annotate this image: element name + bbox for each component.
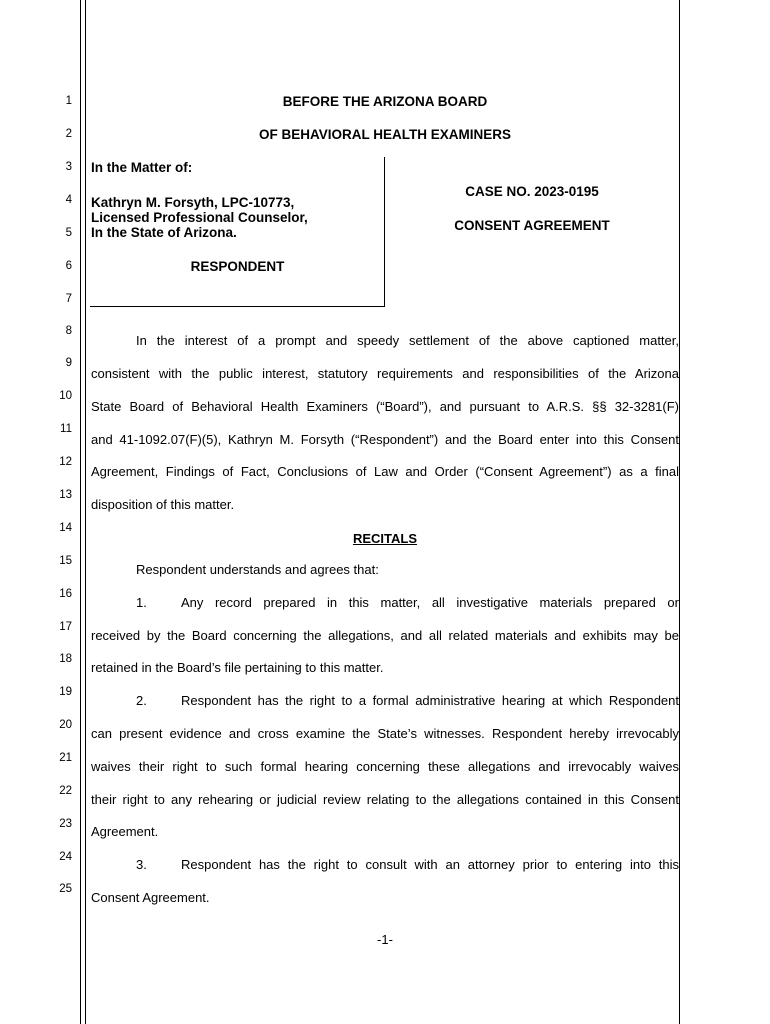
document-title: CONSENT AGREEMENT [454,218,610,233]
line-number: 10 [59,390,72,402]
body-line: can present evidence and cross examine the State’s witnesses. Respondent hereby irrevocably [91,726,679,741]
board-title-line-1: BEFORE THE ARIZONA BOARD [282,94,488,109]
recital-text: Any record prepared in this matter, all investigative materials prepared or [181,595,679,610]
body-line: In the interest of a prompt and speedy settlement of the above captioned matter, [136,333,679,348]
recitals-heading-wrap [91,530,679,548]
body-line: and 41-1092.07(F)(5), Kathryn M. Forsyth (“Respondent”) and the Board enter into this Consent [91,432,679,447]
line-number: 15 [59,555,72,567]
recital-number: 3. [136,857,147,872]
recital-text: Respondent has the right to consult with an attorney prior to entering into this [181,857,679,872]
line-number: 4 [65,194,72,206]
line-number: 13 [59,489,72,501]
line-number: 18 [59,653,72,665]
body-line: Agreement. [91,824,159,839]
body-line: retained in the Board’s file pertaining to this matter. [91,660,384,675]
respondent-label: RESPONDENT [190,259,285,274]
line-number: 23 [59,818,72,830]
left-margin-rule-inner [85,0,86,1024]
recital-first-line [91,595,679,611]
body-line: Consent Agreement. [91,890,210,905]
recital-first-line [91,693,679,709]
body-line: State Board of Behavioral Health Examiners (“Board”), and pursuant to A.R.S. §§ 32-3281(F) [91,399,679,414]
line-number: 22 [59,785,72,797]
line-number: 19 [59,686,72,698]
line-number: 5 [65,227,72,239]
body-line: Agreement, Findings of Fact, Conclusions of Law and Order (“Consent Agreement”) as a final [91,464,679,479]
line-number: 6 [65,260,72,272]
line-number: 20 [59,719,72,731]
caption-divider-vertical [384,157,385,307]
matter-label: In the Matter of: [91,160,193,175]
body-line: consistent with the public interest, statutory requirements and responsibilities of the Arizona [91,366,679,381]
line-number: 24 [59,851,72,863]
case-number: CASE NO. 2023-0195 [465,184,599,199]
body-line: received by the Board concerning the allegations, and all related materials and exhibits may be [91,628,679,643]
line-number: 25 [59,883,72,895]
respondent-state: In the State of Arizona. [91,225,237,240]
recital-number: 1. [136,595,147,610]
recitals-lead: Respondent understands and agrees that: [136,562,379,577]
body-line: disposition of this matter. [91,497,235,512]
respondent-name: Kathryn M. Forsyth, LPC-10773, [91,195,295,210]
left-margin-rule-outer [80,0,81,1024]
respondent-license: Licensed Professional Counselor, [91,210,308,225]
line-number: 8 [65,325,72,337]
line-number: 21 [59,752,72,764]
recital-first-line [91,857,679,873]
line-number: 7 [65,293,72,305]
line-number: 3 [65,161,72,173]
body-line: waives their right to such formal hearing concerning these allegations and irrevocably waives [91,759,679,774]
line-number: 11 [60,423,72,435]
line-number: 9 [65,357,72,369]
line-number: 1 [65,95,72,107]
line-number: 17 [59,621,72,633]
board-title-line-2: OF BEHAVIORAL HEALTH EXAMINERS [258,127,511,142]
line-number: 16 [59,588,72,600]
caption-divider-horizontal [90,306,385,307]
right-margin-rule [679,0,680,1024]
body-line: their right to any rehearing or judicial review relating to the allegations contained in this Consent [91,792,679,807]
recital-text: Respondent has the right to a formal administrative hearing at which Respondent [181,693,679,708]
line-number: 2 [65,128,72,140]
page-number: -1- [377,932,393,947]
line-number: 12 [59,456,72,468]
recital-number: 2. [136,693,147,708]
line-number: 14 [59,522,72,534]
recitals-heading: RECITALS [352,531,418,546]
